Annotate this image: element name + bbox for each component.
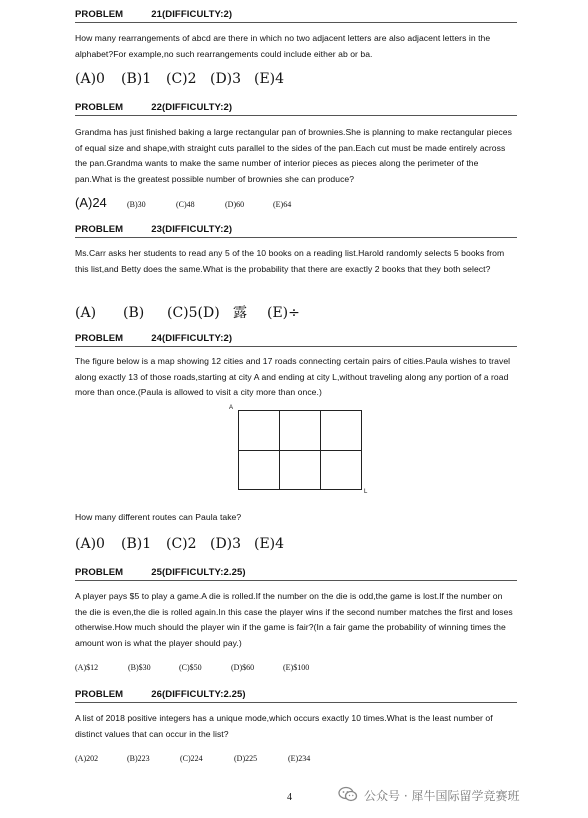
choice-d: (D)3 (210, 536, 242, 552)
problem-26-header: PROBLEM 26(DIFFICULTY:2.25) (75, 689, 246, 700)
watermark-text: 公众号 · 犀牛国际留学竞赛班 (364, 789, 520, 803)
problem-24-text: The figure below is a map showing 12 cities and 17 roads connecting certain pairs of cities.Paula wishes to travel along exactly 13 of those roads,starting at city A and ending at city L,without traveling along any portion of a road more than once.(Paula is allowed to visit a city more than once.) (75, 356, 511, 397)
problem-22-text: Grandma has just finished baking a large rectangular pan of brownies.She is planning to make rectangular pieces of equal size and shape,with straight cuts parallel to the sides of the pan.Each cut must be made entirely across the pan.Grandma wants to make the same number of interior pieces as pieces along the perimeter of the pan.What is the greatest possible number of brownies she can produce? (75, 127, 512, 184)
choice-e: (E)4 (254, 71, 285, 87)
problem-25-divider (75, 580, 517, 581)
choice-e: (E)÷ (267, 305, 300, 321)
choice-b: (B)1 (121, 536, 152, 552)
choice-d: (D)60 (225, 200, 245, 209)
problem-23-divider (75, 237, 517, 238)
choice-a: (A)0 (75, 536, 105, 552)
choice-c: (C)48 (176, 200, 195, 209)
problem-23-text: Ms.Carr asks her students to read any 5 of the 10 books on a reading list.Harold randomly selects 5 books from this list,and Betty does the same.What is the probability that there are exactly 2 books that they both select? (75, 248, 505, 274)
choice-a: (A)202 (75, 754, 99, 763)
choice-c: (C)224 (180, 754, 203, 763)
choice-b: (B)1 (121, 71, 152, 87)
problem-26-text: A list of 2018 positive integers has a unique mode,which occurs exactly 10 times.What is the least number of distinct values that can occur in the list? (75, 713, 493, 739)
choice-d: (D)$60 (231, 663, 255, 672)
problem-22-divider (75, 115, 517, 116)
problem-24-header: PROBLEM 24(DIFFICULTY:2) (75, 333, 233, 344)
choice-c: (C)2 (166, 536, 197, 552)
choice-e: (E)64 (273, 200, 292, 209)
road-horizontal (239, 450, 361, 451)
problem-25-text: A player pays $5 to play a game.A die is rolled.If the number on the die is odd,the game is lost.If the number on the die is even,the die is rolled again.In this case the player wins if the second number matches the first and loses otherwise.How much should the player win if the game is fair?(In a fair game the probability of winning times the amount won is what the player should pay.) (75, 591, 513, 648)
choice-c: (C)2 (166, 71, 197, 87)
city-road-map (238, 410, 362, 490)
problem-21-choices (75, 71, 284, 87)
wechat-icon (338, 786, 364, 805)
problem-26-divider (75, 702, 517, 703)
problem-24-choices (75, 536, 284, 552)
problem-21-divider (75, 22, 517, 23)
choice-a: (A)24 (75, 195, 107, 210)
problem-26-choices (75, 754, 310, 763)
problem-21-header: PROBLEM 21(DIFFICULTY:2) (75, 9, 233, 20)
problem-22-choices (75, 195, 291, 210)
choice-e: (E)4 (254, 536, 285, 552)
problem-25-header: PROBLEM 25(DIFFICULTY:2.25) (75, 567, 246, 578)
problem-23-header: PROBLEM 23(DIFFICULTY:2) (75, 224, 233, 235)
watermark (338, 786, 519, 805)
city-a-label: A (229, 405, 234, 411)
problem-25-choices (75, 663, 309, 672)
choice-e: (E)234 (288, 754, 311, 763)
choice-a: (A)$12 (75, 663, 99, 672)
choice-a: (A)0 (75, 71, 105, 87)
choice-b: (B) (123, 305, 145, 321)
choice-d: (D)225 (234, 754, 258, 763)
problem-24-question: How many different routes can Paula take? (75, 512, 242, 522)
problem-22-header: PROBLEM 22(DIFFICULTY:2) (75, 102, 233, 113)
choice-c-d: (C)5(D) (167, 305, 220, 321)
page-number: 4 (287, 792, 292, 803)
problem-23-choices (75, 302, 300, 322)
choice-b: (B)223 (127, 754, 150, 763)
city-l-label: L (364, 489, 368, 495)
garbled-glyph: 露 (233, 305, 247, 321)
choice-b: (B)30 (127, 200, 146, 209)
problem-21-text: How many rearrangements of abcd are there in which no two adjacent letters are also adjacent letters in the alphabet?For example,no such rearrangements could include either ab or ba. (75, 33, 491, 59)
choice-e: (E)$100 (283, 663, 310, 672)
choice-d: (D)3 (210, 71, 242, 87)
choice-a: (A) (75, 305, 97, 321)
choice-b: (B)$30 (128, 663, 151, 672)
problem-24-divider (75, 346, 517, 347)
choice-c: (C)$50 (179, 663, 202, 672)
